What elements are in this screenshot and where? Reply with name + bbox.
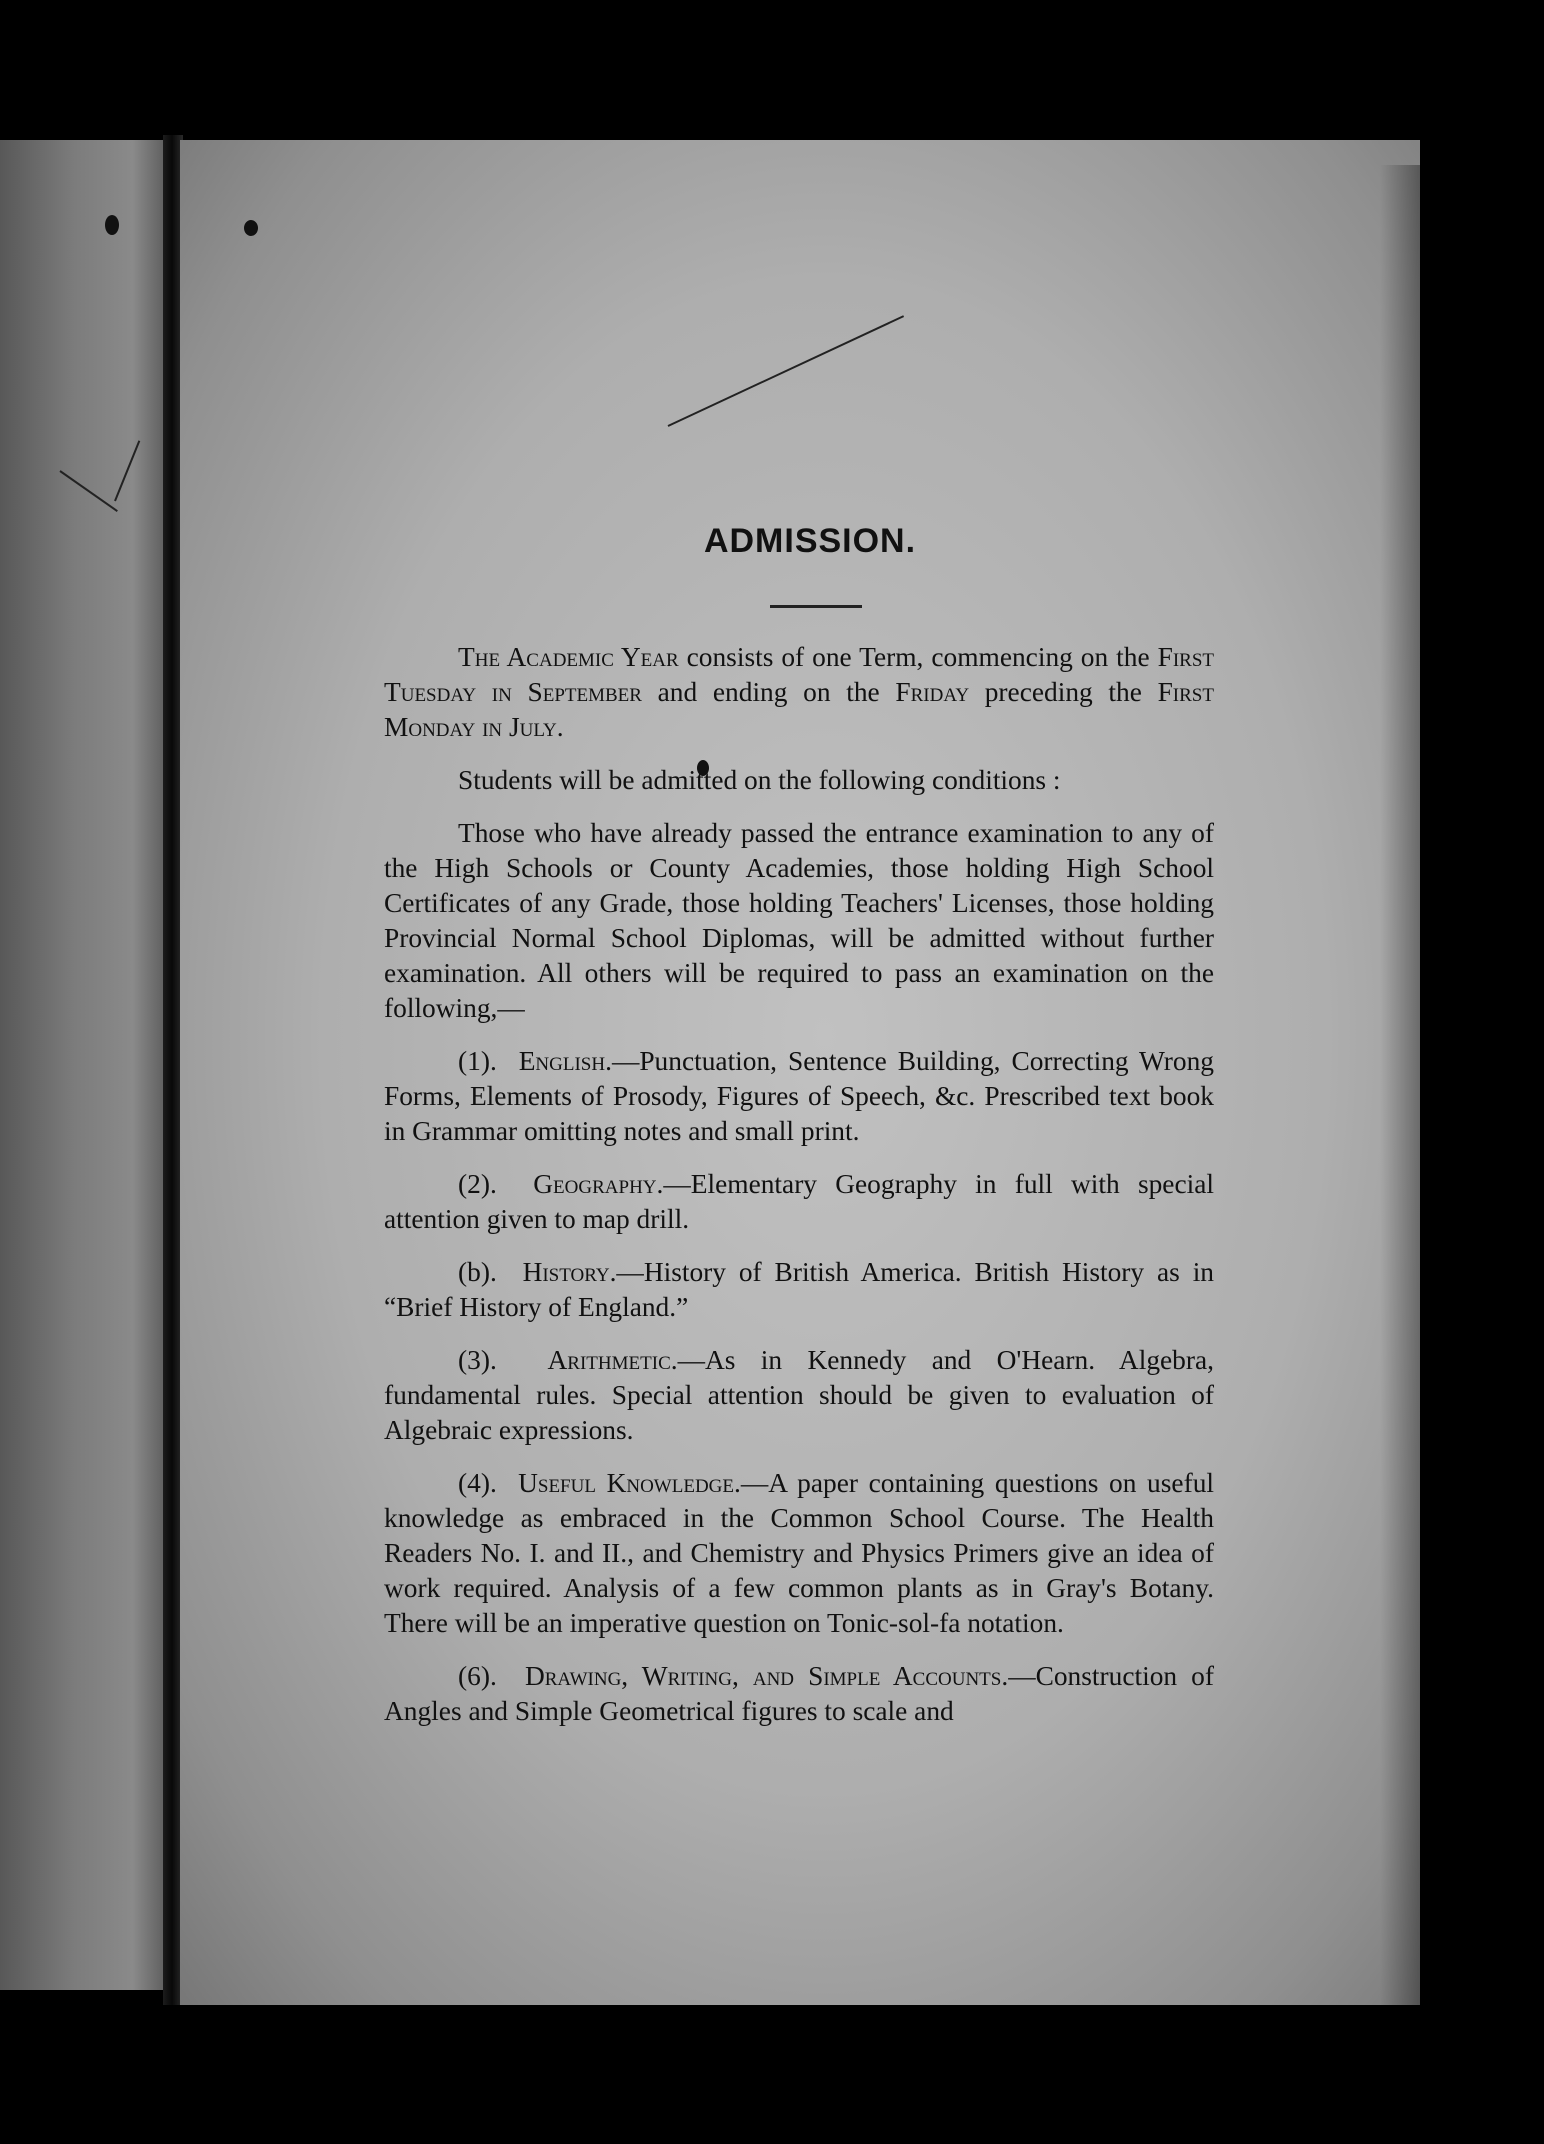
paragraph-text: consists of one Term, commencing on the: [678, 642, 1158, 672]
item-title: Geography.: [533, 1169, 664, 1199]
paragraph-text: and ending on the: [641, 677, 896, 707]
item-history: [384, 1255, 1214, 1325]
item-title: English.: [518, 1046, 612, 1076]
item-drawing: [384, 1659, 1214, 1729]
item-number: (4).: [458, 1468, 497, 1498]
left-page-edge: [0, 140, 166, 1990]
paragraph-conditions: Students will be admitted on the following conditions :: [458, 765, 1061, 795]
item-title: Drawing, Writing, and Simple Accounts.: [524, 1661, 1009, 1691]
page-title: ADMISSION.: [703, 522, 917, 560]
item-title: Useful Knowledge.: [518, 1468, 741, 1498]
item-arithmetic: [384, 1343, 1214, 1448]
title-rule: [770, 605, 862, 608]
item-number: (6).: [458, 1661, 497, 1691]
item-geography: [384, 1167, 1214, 1237]
item-text: —Punctuation, Sentence Building, Correcting Wrong Forms, Elements of Prosody, Figures of Speech, &c. Prescribed text book in Grammar omitting notes and small print.: [384, 1046, 1214, 1146]
item-number: (2).: [458, 1169, 497, 1199]
item-text: —A paper containing questions on useful knowledge as embraced in the Common School Course. The Health Readers No. I. and II., and Chemistry and Physics Primers give an idea of work required. Analysis of a few common plants as in Gray's Botany. There will be an imperative question on Tonic-sol-fa notation.: [384, 1468, 1214, 1638]
date-phrase: Friday: [895, 677, 970, 707]
paragraph-entrance: Those who have already passed the entrance examination to any of the High Schools or County Academies, those holding High School Certificates of any Grade, those holding Teachers' Licenses, those holding Provincial Normal School Diplomas, will be admitted without further examination. All others will be required to pass an examination on the following,—: [384, 818, 1214, 1023]
item-title: Arithmetic.: [547, 1345, 678, 1375]
item-english: [384, 1044, 1214, 1149]
page-shadow: [1380, 165, 1420, 2005]
date-phrase: First Tuesday in September: [384, 642, 1214, 707]
paragraph-text: preceding the: [969, 677, 1158, 707]
paragraph-text: .: [556, 712, 564, 742]
item-number: (b).: [458, 1257, 497, 1287]
item-text: —As in Kennedy and O'Hearn. Algebra, fundamental rules. Special attention should be given to evaluation of Algebraic expressions.: [384, 1345, 1214, 1445]
item-text: —Construction of Angles and Simple Geometrical figures to scale and: [384, 1661, 1214, 1726]
item-useful-knowledge: [384, 1466, 1214, 1641]
lead-phrase: The Academic Year: [458, 642, 679, 672]
item-text: —History of British America. British History as in “Brief History of England.”: [384, 1257, 1214, 1322]
ink-blot: [244, 220, 258, 236]
item-number: (1).: [458, 1046, 497, 1076]
item-title: History.: [522, 1257, 617, 1287]
item-number: (3).: [458, 1345, 497, 1375]
paragraph-academic-year: [384, 640, 1214, 745]
date-phrase: First Monday in July: [384, 677, 1214, 742]
document-body: [384, 640, 1214, 1747]
item-text: —Elementary Geography in full with special attention given to map drill.: [384, 1169, 1214, 1234]
ink-blot: [105, 215, 119, 235]
